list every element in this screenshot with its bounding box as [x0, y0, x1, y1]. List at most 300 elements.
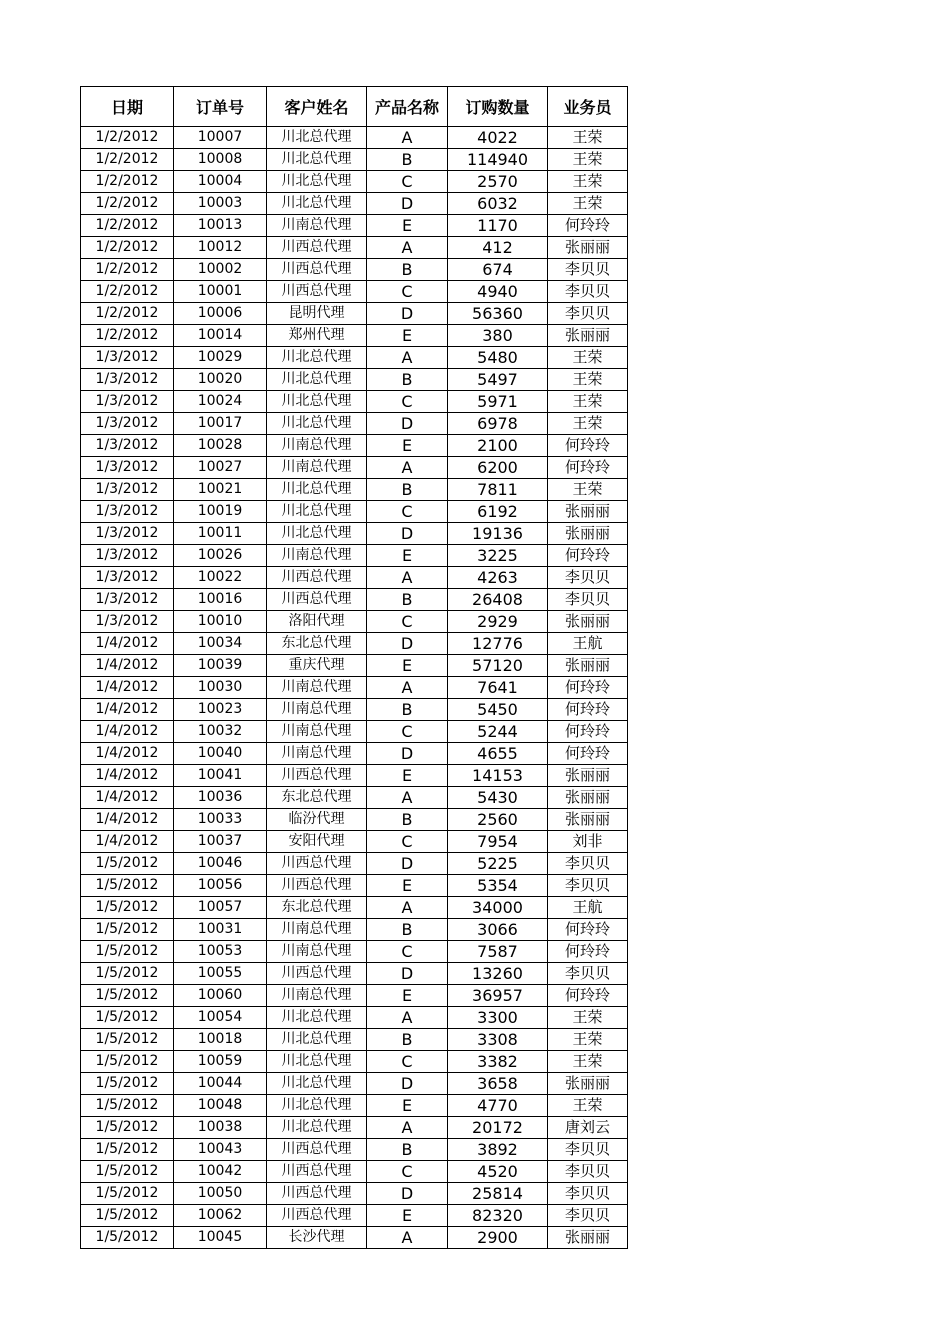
cell-quantity: 26408 — [448, 589, 548, 611]
cell-date: 1/2/2012 — [81, 325, 174, 347]
cell-date: 1/5/2012 — [81, 1139, 174, 1161]
cell-customer: 川西总代理 — [267, 1139, 367, 1161]
cell-product: B — [367, 1139, 448, 1161]
cell-customer: 川北总代理 — [267, 347, 367, 369]
cell-customer: 安阳代理 — [267, 831, 367, 853]
table-row — [81, 1073, 628, 1095]
cell-order-no: 10006 — [174, 303, 267, 325]
cell-quantity: 3308 — [448, 1029, 548, 1051]
cell-product: A — [367, 127, 448, 149]
table-row — [81, 1029, 628, 1051]
cell-order-no: 10042 — [174, 1161, 267, 1183]
cell-product: B — [367, 369, 448, 391]
cell-order-no: 10008 — [174, 149, 267, 171]
cell-order-no: 10019 — [174, 501, 267, 523]
cell-product: C — [367, 281, 448, 303]
cell-salesperson: 何玲玲 — [548, 919, 628, 941]
cell-date: 1/5/2012 — [81, 985, 174, 1007]
cell-product: E — [367, 325, 448, 347]
cell-order-no: 10018 — [174, 1029, 267, 1051]
cell-salesperson: 何玲玲 — [548, 435, 628, 457]
cell-product: C — [367, 721, 448, 743]
cell-quantity: 3066 — [448, 919, 548, 941]
cell-quantity: 57120 — [448, 655, 548, 677]
cell-product: D — [367, 1183, 448, 1205]
cell-product: E — [367, 1205, 448, 1227]
table-row — [81, 545, 628, 567]
table-row — [81, 391, 628, 413]
table-row — [81, 369, 628, 391]
table-row — [81, 611, 628, 633]
cell-product: C — [367, 391, 448, 413]
cell-order-no: 10028 — [174, 435, 267, 457]
cell-product: B — [367, 259, 448, 281]
cell-quantity: 3892 — [448, 1139, 548, 1161]
cell-quantity: 7641 — [448, 677, 548, 699]
cell-product: A — [367, 1007, 448, 1029]
cell-date: 1/4/2012 — [81, 677, 174, 699]
cell-quantity: 114940 — [448, 149, 548, 171]
cell-customer: 川南总代理 — [267, 215, 367, 237]
cell-quantity: 2929 — [448, 611, 548, 633]
cell-order-no: 10062 — [174, 1205, 267, 1227]
cell-salesperson: 王荣 — [548, 171, 628, 193]
table-row — [81, 1183, 628, 1205]
cell-date: 1/3/2012 — [81, 457, 174, 479]
cell-customer: 川南总代理 — [267, 457, 367, 479]
cell-customer: 川西总代理 — [267, 1161, 367, 1183]
cell-date: 1/4/2012 — [81, 699, 174, 721]
cell-quantity: 5480 — [448, 347, 548, 369]
cell-order-no: 10059 — [174, 1051, 267, 1073]
cell-date: 1/2/2012 — [81, 193, 174, 215]
cell-quantity: 6192 — [448, 501, 548, 523]
table-row — [81, 655, 628, 677]
cell-customer: 川西总代理 — [267, 259, 367, 281]
table-row — [81, 721, 628, 743]
cell-order-no: 10023 — [174, 699, 267, 721]
cell-date: 1/2/2012 — [81, 281, 174, 303]
cell-order-no: 10045 — [174, 1227, 267, 1249]
cell-customer: 临汾代理 — [267, 809, 367, 831]
cell-order-no: 10048 — [174, 1095, 267, 1117]
cell-order-no: 10053 — [174, 941, 267, 963]
table-row — [81, 963, 628, 985]
cell-salesperson: 张丽丽 — [548, 809, 628, 831]
cell-customer: 川西总代理 — [267, 875, 367, 897]
cell-date: 1/4/2012 — [81, 809, 174, 831]
cell-date: 1/5/2012 — [81, 875, 174, 897]
cell-order-no: 10044 — [174, 1073, 267, 1095]
cell-order-no: 10004 — [174, 171, 267, 193]
cell-customer: 昆明代理 — [267, 303, 367, 325]
cell-product: D — [367, 743, 448, 765]
cell-product: A — [367, 677, 448, 699]
cell-salesperson: 李贝贝 — [548, 853, 628, 875]
cell-quantity: 7954 — [448, 831, 548, 853]
cell-date: 1/4/2012 — [81, 655, 174, 677]
cell-order-no: 10016 — [174, 589, 267, 611]
cell-product: B — [367, 699, 448, 721]
table-row — [81, 215, 628, 237]
cell-salesperson: 王荣 — [548, 413, 628, 435]
cell-product: D — [367, 853, 448, 875]
cell-quantity: 5971 — [448, 391, 548, 413]
cell-order-no: 10046 — [174, 853, 267, 875]
cell-salesperson: 何玲玲 — [548, 941, 628, 963]
cell-date: 1/3/2012 — [81, 567, 174, 589]
cell-product: E — [367, 215, 448, 237]
cell-quantity: 674 — [448, 259, 548, 281]
cell-order-no: 10029 — [174, 347, 267, 369]
cell-order-no: 10001 — [174, 281, 267, 303]
table-row — [81, 259, 628, 281]
cell-date: 1/5/2012 — [81, 1095, 174, 1117]
cell-product: A — [367, 787, 448, 809]
cell-product: E — [367, 655, 448, 677]
cell-quantity: 380 — [448, 325, 548, 347]
table-row — [81, 1007, 628, 1029]
cell-order-no: 10050 — [174, 1183, 267, 1205]
cell-customer: 郑州代理 — [267, 325, 367, 347]
cell-quantity: 412 — [448, 237, 548, 259]
table-row — [81, 149, 628, 171]
cell-salesperson: 王荣 — [548, 127, 628, 149]
table-row — [81, 853, 628, 875]
table-row — [81, 809, 628, 831]
cell-date: 1/2/2012 — [81, 215, 174, 237]
table-row — [81, 1205, 628, 1227]
table-row — [81, 567, 628, 589]
cell-order-no: 10060 — [174, 985, 267, 1007]
cell-customer: 东北总代理 — [267, 897, 367, 919]
cell-salesperson: 王航 — [548, 633, 628, 655]
cell-order-no: 10040 — [174, 743, 267, 765]
table-row — [81, 127, 628, 149]
cell-quantity: 2100 — [448, 435, 548, 457]
cell-order-no: 10013 — [174, 215, 267, 237]
cell-customer: 川南总代理 — [267, 919, 367, 941]
cell-customer: 洛阳代理 — [267, 611, 367, 633]
cell-salesperson: 何玲玲 — [548, 545, 628, 567]
cell-order-no: 10022 — [174, 567, 267, 589]
cell-quantity: 82320 — [448, 1205, 548, 1227]
cell-product: A — [367, 567, 448, 589]
cell-salesperson: 李贝贝 — [548, 1161, 628, 1183]
cell-salesperson: 何玲玲 — [548, 721, 628, 743]
cell-customer: 东北总代理 — [267, 633, 367, 655]
cell-date: 1/5/2012 — [81, 1073, 174, 1095]
cell-date: 1/2/2012 — [81, 127, 174, 149]
cell-product: A — [367, 897, 448, 919]
cell-salesperson: 李贝贝 — [548, 589, 628, 611]
cell-salesperson: 王荣 — [548, 391, 628, 413]
cell-order-no: 10032 — [174, 721, 267, 743]
table-row — [81, 875, 628, 897]
table-row — [81, 897, 628, 919]
cell-product: D — [367, 303, 448, 325]
cell-date: 1/5/2012 — [81, 1117, 174, 1139]
cell-order-no: 10024 — [174, 391, 267, 413]
cell-product: A — [367, 237, 448, 259]
table-body — [81, 127, 628, 1249]
cell-date: 1/4/2012 — [81, 831, 174, 853]
cell-date: 1/3/2012 — [81, 523, 174, 545]
cell-date: 1/3/2012 — [81, 479, 174, 501]
cell-date: 1/5/2012 — [81, 1183, 174, 1205]
cell-order-no: 10011 — [174, 523, 267, 545]
cell-customer: 川南总代理 — [267, 545, 367, 567]
cell-order-no: 10007 — [174, 127, 267, 149]
cell-quantity: 4940 — [448, 281, 548, 303]
cell-product: C — [367, 941, 448, 963]
cell-product: B — [367, 919, 448, 941]
cell-customer: 川北总代理 — [267, 523, 367, 545]
orders-table — [80, 86, 628, 1249]
cell-order-no: 10021 — [174, 479, 267, 501]
cell-salesperson: 李贝贝 — [548, 259, 628, 281]
cell-quantity: 3225 — [448, 545, 548, 567]
cell-customer: 川北总代理 — [267, 1051, 367, 1073]
cell-date: 1/4/2012 — [81, 721, 174, 743]
cell-date: 1/5/2012 — [81, 919, 174, 941]
cell-date: 1/2/2012 — [81, 259, 174, 281]
cell-date: 1/4/2012 — [81, 765, 174, 787]
cell-date: 1/5/2012 — [81, 941, 174, 963]
cell-date: 1/4/2012 — [81, 633, 174, 655]
cell-customer: 川北总代理 — [267, 1007, 367, 1029]
cell-product: C — [367, 1161, 448, 1183]
cell-date: 1/5/2012 — [81, 1205, 174, 1227]
cell-order-no: 10012 — [174, 237, 267, 259]
table-row — [81, 347, 628, 369]
cell-order-no: 10017 — [174, 413, 267, 435]
cell-date: 1/2/2012 — [81, 171, 174, 193]
table-row — [81, 589, 628, 611]
cell-product: D — [367, 963, 448, 985]
table-row — [81, 237, 628, 259]
cell-quantity: 6032 — [448, 193, 548, 215]
cell-quantity: 19136 — [448, 523, 548, 545]
cell-order-no: 10033 — [174, 809, 267, 831]
cell-salesperson: 李贝贝 — [548, 1205, 628, 1227]
table-row — [81, 1161, 628, 1183]
cell-order-no: 10037 — [174, 831, 267, 853]
cell-customer: 重庆代理 — [267, 655, 367, 677]
cell-customer: 川西总代理 — [267, 1205, 367, 1227]
table-row — [81, 985, 628, 1007]
cell-customer: 川北总代理 — [267, 1073, 367, 1095]
cell-salesperson: 王荣 — [548, 149, 628, 171]
cell-quantity: 5225 — [448, 853, 548, 875]
cell-product: E — [367, 1095, 448, 1117]
cell-order-no: 10026 — [174, 545, 267, 567]
cell-salesperson: 张丽丽 — [548, 1227, 628, 1249]
header-order-no: 订单号 — [174, 87, 267, 127]
cell-product: E — [367, 985, 448, 1007]
cell-quantity: 2560 — [448, 809, 548, 831]
cell-date: 1/3/2012 — [81, 611, 174, 633]
cell-salesperson: 王荣 — [548, 479, 628, 501]
cell-quantity: 36957 — [448, 985, 548, 1007]
cell-date: 1/5/2012 — [81, 963, 174, 985]
cell-customer: 川西总代理 — [267, 589, 367, 611]
cell-order-no: 10031 — [174, 919, 267, 941]
cell-salesperson: 刘非 — [548, 831, 628, 853]
table-row — [81, 765, 628, 787]
cell-date: 1/3/2012 — [81, 413, 174, 435]
cell-customer: 川西总代理 — [267, 567, 367, 589]
cell-product: D — [367, 1073, 448, 1095]
cell-product: E — [367, 875, 448, 897]
cell-product: E — [367, 765, 448, 787]
cell-customer: 川西总代理 — [267, 237, 367, 259]
cell-customer: 川南总代理 — [267, 721, 367, 743]
cell-quantity: 5450 — [448, 699, 548, 721]
cell-product: B — [367, 149, 448, 171]
cell-date: 1/5/2012 — [81, 1161, 174, 1183]
cell-quantity: 4770 — [448, 1095, 548, 1117]
cell-salesperson: 张丽丽 — [548, 523, 628, 545]
cell-salesperson: 何玲玲 — [548, 699, 628, 721]
cell-product: D — [367, 633, 448, 655]
table-row — [81, 501, 628, 523]
cell-quantity: 56360 — [448, 303, 548, 325]
table-row — [81, 281, 628, 303]
table-row — [81, 193, 628, 215]
cell-order-no: 10054 — [174, 1007, 267, 1029]
cell-quantity: 7587 — [448, 941, 548, 963]
cell-product: C — [367, 501, 448, 523]
cell-order-no: 10030 — [174, 677, 267, 699]
cell-quantity: 6978 — [448, 413, 548, 435]
cell-product: B — [367, 589, 448, 611]
cell-date: 1/5/2012 — [81, 1029, 174, 1051]
cell-customer: 川南总代理 — [267, 985, 367, 1007]
cell-customer: 川南总代理 — [267, 743, 367, 765]
cell-salesperson: 何玲玲 — [548, 985, 628, 1007]
table-row — [81, 831, 628, 853]
cell-product: A — [367, 347, 448, 369]
cell-salesperson: 王荣 — [548, 1051, 628, 1073]
cell-customer: 川南总代理 — [267, 435, 367, 457]
cell-date: 1/5/2012 — [81, 897, 174, 919]
table-row — [81, 479, 628, 501]
cell-quantity: 12776 — [448, 633, 548, 655]
cell-salesperson: 李贝贝 — [548, 1183, 628, 1205]
cell-order-no: 10039 — [174, 655, 267, 677]
cell-date: 1/3/2012 — [81, 501, 174, 523]
header-salesperson: 业务员 — [548, 87, 628, 127]
cell-salesperson: 李贝贝 — [548, 567, 628, 589]
cell-order-no: 10002 — [174, 259, 267, 281]
cell-salesperson: 张丽丽 — [548, 501, 628, 523]
header-row — [81, 87, 628, 127]
cell-customer: 川西总代理 — [267, 853, 367, 875]
cell-customer: 川西总代理 — [267, 1183, 367, 1205]
cell-customer: 川北总代理 — [267, 369, 367, 391]
cell-order-no: 10038 — [174, 1117, 267, 1139]
cell-product: E — [367, 545, 448, 567]
cell-quantity: 5497 — [448, 369, 548, 391]
cell-product: B — [367, 479, 448, 501]
cell-customer: 川西总代理 — [267, 963, 367, 985]
cell-customer: 川北总代理 — [267, 1117, 367, 1139]
cell-quantity: 5430 — [448, 787, 548, 809]
cell-customer: 川北总代理 — [267, 413, 367, 435]
cell-customer: 川北总代理 — [267, 1095, 367, 1117]
header-date: 日期 — [81, 87, 174, 127]
cell-product: A — [367, 1117, 448, 1139]
cell-customer: 川北总代理 — [267, 149, 367, 171]
table-row — [81, 941, 628, 963]
cell-product: A — [367, 457, 448, 479]
cell-salesperson: 李贝贝 — [548, 875, 628, 897]
cell-date: 1/2/2012 — [81, 237, 174, 259]
cell-date: 1/5/2012 — [81, 853, 174, 875]
cell-customer: 川北总代理 — [267, 391, 367, 413]
cell-order-no: 10003 — [174, 193, 267, 215]
cell-customer: 川西总代理 — [267, 281, 367, 303]
cell-quantity: 3382 — [448, 1051, 548, 1073]
cell-salesperson: 张丽丽 — [548, 765, 628, 787]
cell-product: C — [367, 171, 448, 193]
cell-product: D — [367, 523, 448, 545]
table-row — [81, 677, 628, 699]
cell-salesperson: 张丽丽 — [548, 655, 628, 677]
cell-quantity: 5354 — [448, 875, 548, 897]
table-row — [81, 1227, 628, 1249]
cell-salesperson: 张丽丽 — [548, 787, 628, 809]
cell-quantity: 4655 — [448, 743, 548, 765]
cell-product: D — [367, 413, 448, 435]
cell-salesperson: 何玲玲 — [548, 743, 628, 765]
cell-quantity: 14153 — [448, 765, 548, 787]
table-row — [81, 171, 628, 193]
table-row — [81, 1095, 628, 1117]
cell-quantity: 6200 — [448, 457, 548, 479]
cell-customer: 川北总代理 — [267, 479, 367, 501]
cell-customer: 长沙代理 — [267, 1227, 367, 1249]
cell-product: B — [367, 809, 448, 831]
cell-salesperson: 李贝贝 — [548, 303, 628, 325]
cell-quantity: 2570 — [448, 171, 548, 193]
cell-product: C — [367, 1051, 448, 1073]
cell-quantity: 1170 — [448, 215, 548, 237]
cell-salesperson: 李贝贝 — [548, 1139, 628, 1161]
table-row — [81, 743, 628, 765]
cell-product: C — [367, 611, 448, 633]
cell-salesperson: 王荣 — [548, 1029, 628, 1051]
table-row — [81, 1051, 628, 1073]
cell-order-no: 10057 — [174, 897, 267, 919]
cell-order-no: 10034 — [174, 633, 267, 655]
cell-quantity: 20172 — [448, 1117, 548, 1139]
cell-quantity: 4263 — [448, 567, 548, 589]
cell-quantity: 3300 — [448, 1007, 548, 1029]
header-product: 产品名称 — [367, 87, 448, 127]
cell-date: 1/3/2012 — [81, 347, 174, 369]
cell-date: 1/3/2012 — [81, 589, 174, 611]
cell-customer: 川南总代理 — [267, 699, 367, 721]
cell-date: 1/3/2012 — [81, 391, 174, 413]
cell-customer: 川北总代理 — [267, 193, 367, 215]
cell-quantity: 4520 — [448, 1161, 548, 1183]
cell-date: 1/3/2012 — [81, 435, 174, 457]
table-row — [81, 413, 628, 435]
cell-order-no: 10041 — [174, 765, 267, 787]
cell-salesperson: 王荣 — [548, 1007, 628, 1029]
